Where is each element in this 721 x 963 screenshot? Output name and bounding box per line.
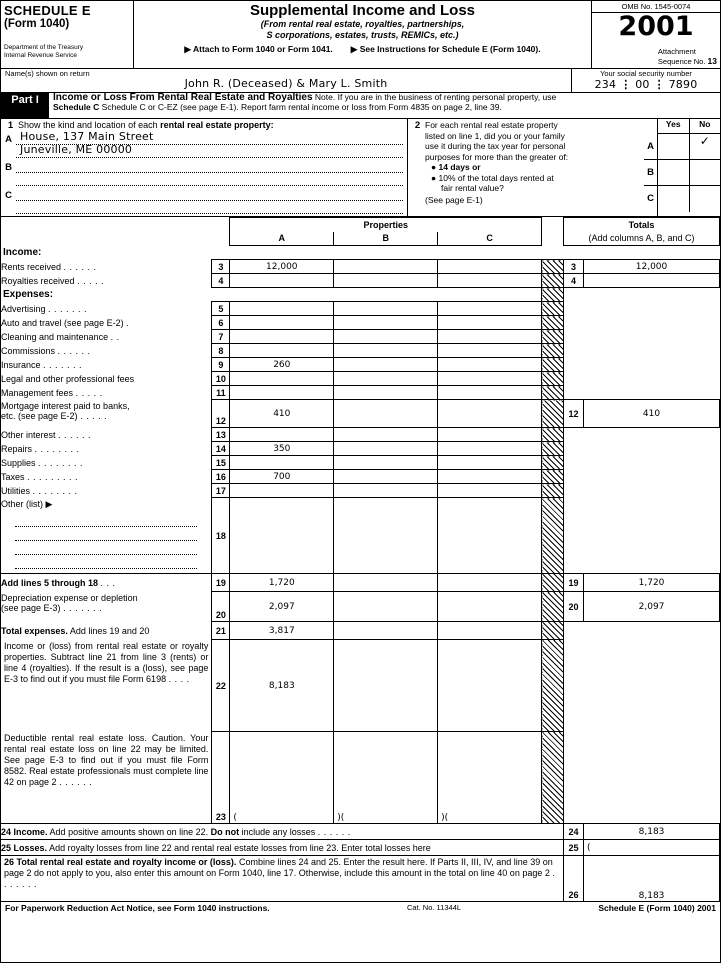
line15-number: 15 xyxy=(212,456,230,470)
table-row-19 xyxy=(1,574,720,592)
income-label: Income: xyxy=(3,247,42,258)
table-row-14 xyxy=(1,442,720,456)
line2-bullet-1: 14 days xyxy=(438,162,473,172)
attachment-sequence-block xyxy=(658,48,717,66)
line9-desc: Insurance xyxy=(1,359,41,370)
line12-desc: Mortgage interest paid to banks, xyxy=(1,400,130,411)
ssn-field-container[interactable] xyxy=(572,69,720,92)
department-line-2: Internal Revenue Service xyxy=(4,52,77,59)
income-expense-table xyxy=(1,217,720,902)
line1-block xyxy=(1,119,408,216)
omb-number: OMB No. 1545-0074 xyxy=(592,1,720,13)
form-header xyxy=(1,1,720,69)
table-row-11 xyxy=(1,386,720,400)
line13-col-c[interactable] xyxy=(438,428,542,442)
line22-number: 22 xyxy=(212,640,230,732)
line20-desc: Depreciation expense or depletion xyxy=(1,592,138,603)
line15-dots: . . . . . . . . xyxy=(38,457,84,468)
line15-col-a[interactable] xyxy=(230,456,334,470)
form-subtitle-1: (From rental real estate, royalties, partnerships, xyxy=(260,19,465,29)
line18-col-a[interactable] xyxy=(230,498,334,574)
line16-number: 16 xyxy=(212,470,230,484)
line3-col-c[interactable] xyxy=(438,260,542,274)
line14-desc: Repairs xyxy=(1,443,33,454)
part1-line2: Schedule C or C-EZ (see page E-1). Report farm rental income or loss from Form 4835 on page 2, line 39. xyxy=(101,101,502,112)
line1-line2-block xyxy=(1,119,720,217)
line2-text-4: purposes for more than the greater of: xyxy=(425,151,569,162)
line5-col-c[interactable] xyxy=(438,302,542,316)
line5-number: 5 xyxy=(212,302,230,316)
line12-hatch xyxy=(542,400,564,428)
line15-col-c[interactable] xyxy=(438,456,542,470)
name-field-label: Name(s) shown on return xyxy=(5,69,90,78)
table-row-16 xyxy=(1,470,720,484)
line2-see-page: (See page E-1) xyxy=(425,194,483,205)
line14-col-c[interactable] xyxy=(438,442,542,456)
line23-desc: Deductible rental real estate loss. Caution. Your rental real estate loss on line 22 may be limited. See page E-3 to find out if you must file Form 8582. Real estate professionals must complete line 42 on page 2 xyxy=(4,732,209,787)
line25-total-number: 25 xyxy=(564,840,584,856)
line1-letter-b: B xyxy=(5,162,12,173)
line8-hatch xyxy=(542,344,564,358)
line12-total-number: 12 xyxy=(564,400,584,428)
line1-prompt-bold: rental real estate property: xyxy=(160,120,274,130)
line2-letter-a: A xyxy=(644,134,657,160)
line13-col-a[interactable] xyxy=(230,428,334,442)
line4-col-c[interactable] xyxy=(438,274,542,288)
line8-col-a[interactable] xyxy=(230,344,334,358)
ssn-separator-2: ⋮ xyxy=(653,79,665,91)
line12-col-b[interactable] xyxy=(334,400,438,428)
line13-desc: Other interest xyxy=(1,429,56,440)
line14-number: 14 xyxy=(212,442,230,456)
table-row-9 xyxy=(1,358,720,372)
line21-hatch xyxy=(542,622,564,640)
line2-yes-a[interactable] xyxy=(658,134,690,159)
form-title-block xyxy=(134,1,592,68)
line24-desc-b: Add positive amounts shown on line 22. xyxy=(47,826,211,837)
line10-number: 10 xyxy=(212,372,230,386)
line13-number: 13 xyxy=(212,428,230,442)
line4-col-a[interactable] xyxy=(230,274,334,288)
line5-col-b[interactable] xyxy=(334,302,438,316)
line23-number: 23 xyxy=(212,732,230,824)
part1-header-bar xyxy=(1,93,720,119)
form-subtitle-2: S corporations, estates, trusts, REMICs, etc.) xyxy=(266,30,459,40)
expenses-section-label-row xyxy=(1,288,720,302)
name-field-container[interactable] xyxy=(1,69,572,92)
line11-number: 11 xyxy=(212,386,230,400)
line20-desc2: (see page E-3) xyxy=(1,602,61,613)
line18-col-c[interactable] xyxy=(438,498,542,574)
totals-header: Totals xyxy=(564,218,720,232)
footer-left: For Paperwork Reduction Act Notice, see Form 1040 instructions. xyxy=(5,903,270,913)
part1-label: Part I xyxy=(1,93,49,118)
line24-total[interactable]: 8,183 xyxy=(584,824,720,840)
line8-number: 8 xyxy=(212,344,230,358)
line12-col-a[interactable]: 410 xyxy=(230,400,334,428)
line10-hatch xyxy=(542,372,564,386)
table-row-8 xyxy=(1,344,720,358)
ssn-field-label: Your social security number xyxy=(600,69,692,78)
line10-desc: Legal and other professional fees xyxy=(1,373,135,384)
line3-hatch xyxy=(542,260,564,274)
line23-col-b[interactable]: )( xyxy=(334,732,438,824)
line23-col-a[interactable]: ( xyxy=(230,732,334,824)
line2-bullet-1b: or xyxy=(472,162,481,172)
line4-hatch xyxy=(542,274,564,288)
totals-subheader: (Add columns A, B, and C) xyxy=(564,232,720,246)
ssn-part-1: 234 xyxy=(594,78,617,91)
line1-row-a[interactable] xyxy=(1,132,407,160)
line22-hatch xyxy=(542,640,564,732)
line10-col-b[interactable] xyxy=(334,372,438,386)
line25-number: 25 xyxy=(1,842,12,853)
line7-hatch xyxy=(542,330,564,344)
line18-number: 18 xyxy=(212,498,230,574)
line3-number: 3 xyxy=(212,260,230,274)
line18-col-b[interactable] xyxy=(334,498,438,574)
line3-dots: . . . . . . xyxy=(63,261,97,272)
line20-col-c[interactable] xyxy=(438,592,542,622)
table-row-7 xyxy=(1,330,720,344)
income-section-label-row xyxy=(1,246,720,260)
line22-col-b[interactable] xyxy=(334,640,438,732)
table-row-25 xyxy=(1,840,720,856)
line13-dots: . . . . . . xyxy=(58,429,92,440)
line2-text-1: For each rental real estate property xyxy=(425,120,558,130)
line21-col-a[interactable]: 3,817 xyxy=(230,622,334,640)
line9-dots: . . . . . . . xyxy=(43,359,83,370)
line12-total[interactable]: 410 xyxy=(584,400,720,428)
form-title: Supplemental Income and Loss xyxy=(249,2,476,19)
line3-col-a[interactable]: 12,000 xyxy=(230,260,334,274)
table-row-21 xyxy=(1,622,720,640)
part1-line2-bold: Schedule C xyxy=(53,101,100,112)
expenses-label: Expenses: xyxy=(3,289,54,300)
line24-number: 24 xyxy=(1,826,12,837)
line18-writein-4[interactable] xyxy=(15,555,197,569)
line8-col-c[interactable] xyxy=(438,344,542,358)
line1-letter-c: C xyxy=(5,190,12,201)
line17-hatch xyxy=(542,484,564,498)
line18-hatch xyxy=(542,498,564,574)
line9-hatch xyxy=(542,358,564,372)
line4-dots: . . . . . xyxy=(77,275,105,286)
table-column-header-row xyxy=(1,218,720,232)
line26-dots: . . . . . . . xyxy=(4,868,556,889)
line21-desc-bold: Total expenses. xyxy=(1,625,68,636)
line2-no-b[interactable] xyxy=(690,160,721,185)
column-b-header: B xyxy=(334,232,438,246)
attachment-label: Attachment xyxy=(657,47,696,56)
line2-yes-c[interactable] xyxy=(658,186,690,212)
line4-desc: Royalties received xyxy=(1,275,75,286)
line19-number: 19 xyxy=(212,574,230,592)
line3-desc: Rents received xyxy=(1,261,62,272)
line16-col-a[interactable]: 700 xyxy=(230,470,334,484)
table-row-15 xyxy=(1,456,720,470)
line3-total[interactable]: 12,000 xyxy=(584,260,720,274)
line16-dots: . . . . . . . . . xyxy=(27,471,79,482)
line1-number: 1 xyxy=(7,120,14,131)
line8-dots: . . . . . . xyxy=(57,345,91,356)
table-row-13 xyxy=(1,428,720,442)
line25-desc-b: Add royalty losses from line 22 and rental real estate losses from line 23. Enter total losses here xyxy=(47,842,431,853)
line2-number: 2 xyxy=(414,120,421,131)
table-row-3 xyxy=(1,260,720,274)
line20-total-number: 20 xyxy=(564,592,584,622)
line2-bullet-2b: fair rental value? xyxy=(441,183,504,193)
line26-total-number: 26 xyxy=(564,856,584,902)
line19-desc-bold: Add lines 5 through 18 xyxy=(1,577,99,588)
sequence-label: Sequence No. xyxy=(657,56,706,66)
table-row-22 xyxy=(1,640,720,732)
line7-col-c[interactable] xyxy=(438,330,542,344)
line16-desc: Taxes xyxy=(1,471,25,482)
line13-hatch xyxy=(542,428,564,442)
line5-dots: . . . . . . . xyxy=(48,303,88,314)
line22-col-c[interactable] xyxy=(438,640,542,732)
department-line-1: Department of the Treasury xyxy=(4,44,84,51)
line22-desc: Income or (loss) from rental real estate or royalty properties. Subtract line 21 from line 3 (rents) or line 4 (royalties). If the result is a (loss), see page E-3 to find out if you must file Form 6198 xyxy=(4,640,209,684)
schedule-name: SCHEDULE E xyxy=(4,3,91,18)
line19-col-b[interactable] xyxy=(334,574,438,592)
tax-year: 2001 xyxy=(618,11,694,42)
line18-desc: Other (list) ▶ xyxy=(1,498,53,509)
line1-row-b[interactable] xyxy=(1,160,407,188)
table-row-24 xyxy=(1,824,720,840)
table-row-20 xyxy=(1,592,720,622)
line5-col-a[interactable] xyxy=(230,302,334,316)
line2-bullet-2: 10% of the total days rented at xyxy=(438,172,554,183)
line1-letter-a: A xyxy=(5,134,12,145)
attach-instruction: ▶ Attach to Form 1040 or Form 1041. xyxy=(184,44,333,54)
line2-no-header: No xyxy=(699,119,711,129)
line1-row-c[interactable] xyxy=(1,188,407,216)
line2-no-c[interactable] xyxy=(690,186,721,212)
line7-desc: Cleaning and maintenance xyxy=(1,331,109,342)
ssn-part-2: 00 xyxy=(635,78,650,91)
line2-text-3: use it during the tax year for personal xyxy=(425,141,566,151)
table-row-5 xyxy=(1,302,720,316)
line18-writein-1[interactable] xyxy=(15,513,197,527)
line2-yes-b[interactable] xyxy=(658,160,690,185)
footer-cat-no: Cat. No. 11344L xyxy=(406,903,462,912)
line6-col-b[interactable] xyxy=(334,316,438,330)
property-a-line2: Juneville, ME 00000 xyxy=(20,143,133,156)
line18-writein-2[interactable] xyxy=(15,527,197,541)
line6-col-c[interactable] xyxy=(438,316,542,330)
omb-year-block xyxy=(592,1,720,68)
line6-hatch xyxy=(542,316,564,330)
line2-block: 2 For each rental real estate property listed on line 1, did you or your family use it during the tax year for personal purposes for more than the greater of: ● 14 days or ● 10% of the total days rented at fair rental value? (See page E-1) Yes No ✓ A B C xyxy=(408,119,720,216)
table-row-6 xyxy=(1,316,720,330)
line12-dots: . . . . . xyxy=(80,410,108,421)
line22-col-a[interactable]: 8,183 xyxy=(230,640,334,732)
line17-number: 17 xyxy=(212,484,230,498)
line14-hatch xyxy=(542,442,564,456)
line2-text-2: listed on line 1, did you or your family xyxy=(425,130,565,141)
line26-total[interactable]: 8,183 xyxy=(584,856,720,902)
line11-col-b[interactable] xyxy=(334,386,438,400)
line2-yes-header: Yes xyxy=(658,119,690,133)
line4-total-number: 4 xyxy=(564,274,584,288)
line19-col-c[interactable] xyxy=(438,574,542,592)
line2-letter-c: C xyxy=(647,193,654,204)
line11-col-c[interactable] xyxy=(438,386,542,400)
line21-desc: Add lines 19 and 20 xyxy=(69,625,150,636)
line26-number: 26 xyxy=(4,857,15,867)
line6-dots: . xyxy=(126,317,130,328)
line17-col-c[interactable] xyxy=(438,484,542,498)
line2-letter-b: B xyxy=(644,160,657,186)
line8-desc: Commissions xyxy=(1,345,56,356)
line7-number: 7 xyxy=(212,330,230,344)
table-row-18 xyxy=(1,498,720,574)
line12-col-c[interactable] xyxy=(438,400,542,428)
properties-header: Properties xyxy=(230,218,542,232)
line14-dots: . . . . . . . . xyxy=(34,443,80,454)
line24-dots: . . . . . . xyxy=(317,826,351,837)
taxpayer-name-row xyxy=(1,69,720,93)
line19-dots: . . . xyxy=(100,577,116,588)
table-row-4 xyxy=(1,274,720,288)
part1-note: Note. If you are in the business of renting personal property, use xyxy=(314,92,557,102)
line15-col-b[interactable] xyxy=(334,456,438,470)
form-identification-block xyxy=(1,1,134,68)
line19-hatch xyxy=(542,574,564,592)
line10-col-c[interactable] xyxy=(438,372,542,386)
form-number: (Form 1040) xyxy=(4,18,70,30)
table-row-17 xyxy=(1,484,720,498)
line5-hatch xyxy=(542,302,564,316)
line23-dots: . . . . . . xyxy=(59,776,93,787)
column-a-header: A xyxy=(230,232,334,246)
line4-col-b[interactable] xyxy=(334,274,438,288)
line6-number: 6 xyxy=(212,316,230,330)
table-row-26 xyxy=(1,856,720,902)
line16-col-c[interactable] xyxy=(438,470,542,484)
line2-no-a[interactable]: ✓ xyxy=(699,134,710,148)
line6-desc: Auto and travel (see page E-2) xyxy=(1,317,124,328)
line18-writein-3[interactable] xyxy=(15,541,197,555)
line17-col-a[interactable] xyxy=(230,484,334,498)
line25-total[interactable]: ( xyxy=(584,840,720,856)
line12-number: 12 xyxy=(212,400,230,428)
line15-desc: Supplies xyxy=(1,457,36,468)
line19-col-a[interactable]: 1,720 xyxy=(230,574,334,592)
line26-desc-b: Combine lines 24 and 25. Enter the result here. If Parts II, III, IV, and line 39 on page 2 do not apply to you, also enter this amount on Form 1040, line 17. Otherwise, include this amount in the total on line 40 on page 2 xyxy=(4,857,553,878)
line21-col-c[interactable] xyxy=(438,622,542,640)
line20-hatch xyxy=(542,592,564,622)
ssn-part-3: 7890 xyxy=(668,78,698,91)
line13-col-b[interactable] xyxy=(334,428,438,442)
footer-right: Schedule E (Form 1040) 2001 xyxy=(598,903,716,913)
line3-total-number: 3 xyxy=(564,260,584,274)
line19-total[interactable]: 1,720 xyxy=(584,574,720,592)
table-row-12 xyxy=(1,400,720,428)
line24-desc-d: include any losses xyxy=(239,826,316,837)
line5-desc: Advertising xyxy=(1,303,46,314)
line22-dots: . . . . xyxy=(168,673,190,684)
line20-col-b[interactable] xyxy=(334,592,438,622)
line7-col-b[interactable] xyxy=(334,330,438,344)
line16-col-b[interactable] xyxy=(334,470,438,484)
line11-col-a[interactable] xyxy=(230,386,334,400)
line17-desc: Utilities xyxy=(1,485,31,496)
line17-dots: . . . . . . . . xyxy=(32,485,78,496)
line23-hatch xyxy=(542,732,564,824)
line4-number: 4 xyxy=(212,274,230,288)
line11-dots: . . . . . xyxy=(75,387,103,398)
table-subcolumn-header-row xyxy=(1,232,720,246)
line12-desc2: etc. (see page E-2) xyxy=(1,410,78,421)
line9-col-b[interactable] xyxy=(334,358,438,372)
expenses-hatch-1 xyxy=(542,288,564,302)
line14-col-a[interactable]: 350 xyxy=(230,442,334,456)
column-c-header: C xyxy=(438,232,542,246)
line7-col-a[interactable] xyxy=(230,330,334,344)
line21-col-b[interactable] xyxy=(334,622,438,640)
line15-hatch xyxy=(542,456,564,470)
line20-dots: . . . . . . . xyxy=(63,602,103,613)
line11-desc: Management fees xyxy=(1,387,74,398)
line20-total[interactable]: 2,097 xyxy=(584,592,720,622)
line9-col-a[interactable]: 260 xyxy=(230,358,334,372)
line9-col-c[interactable] xyxy=(438,358,542,372)
line11-hatch xyxy=(542,386,564,400)
line4-total[interactable] xyxy=(584,274,720,288)
line21-number: 21 xyxy=(212,622,230,640)
see-instructions: ▶ See Instructions for Schedule E (Form 1040). xyxy=(350,44,541,54)
property-a-line1: House, 137 Main Street xyxy=(20,130,154,143)
line24-desc-a: Income. xyxy=(13,826,48,837)
line6-col-a[interactable] xyxy=(230,316,334,330)
line17-col-b[interactable] xyxy=(334,484,438,498)
line14-col-b[interactable] xyxy=(334,442,438,456)
form-footer xyxy=(1,902,720,913)
part1-heading: Income or Loss From Rental Real Estate and Royalties xyxy=(53,92,313,103)
table-row-10 xyxy=(1,372,720,386)
line9-number: 9 xyxy=(212,358,230,372)
line25-desc-a: Losses. xyxy=(13,842,48,853)
name-field-value: John R. (Deceased) & Mary L. Smith xyxy=(184,77,388,90)
table-row-23 xyxy=(1,732,720,824)
line1-prompt: Show the kind and location of each xyxy=(18,120,161,130)
line23-col-c[interactable]: )( xyxy=(438,732,542,824)
line20-col-a[interactable]: 2,097 xyxy=(230,592,334,622)
line16-hatch xyxy=(542,470,564,484)
line10-col-a[interactable] xyxy=(230,372,334,386)
line7-dots: . . xyxy=(110,331,120,342)
line3-col-b[interactable] xyxy=(334,260,438,274)
ssn-separator-1: ⋮ xyxy=(620,79,632,91)
line26-desc-a: Total rental real estate and royalty income or (loss). xyxy=(16,857,237,867)
line8-col-b[interactable] xyxy=(334,344,438,358)
line19-total-number: 19 xyxy=(564,574,584,592)
sequence-number: 13 xyxy=(707,55,717,66)
line20-number: 20 xyxy=(212,592,230,622)
line24-total-number: 24 xyxy=(564,824,584,840)
line24-desc-c: Do not xyxy=(210,826,240,837)
